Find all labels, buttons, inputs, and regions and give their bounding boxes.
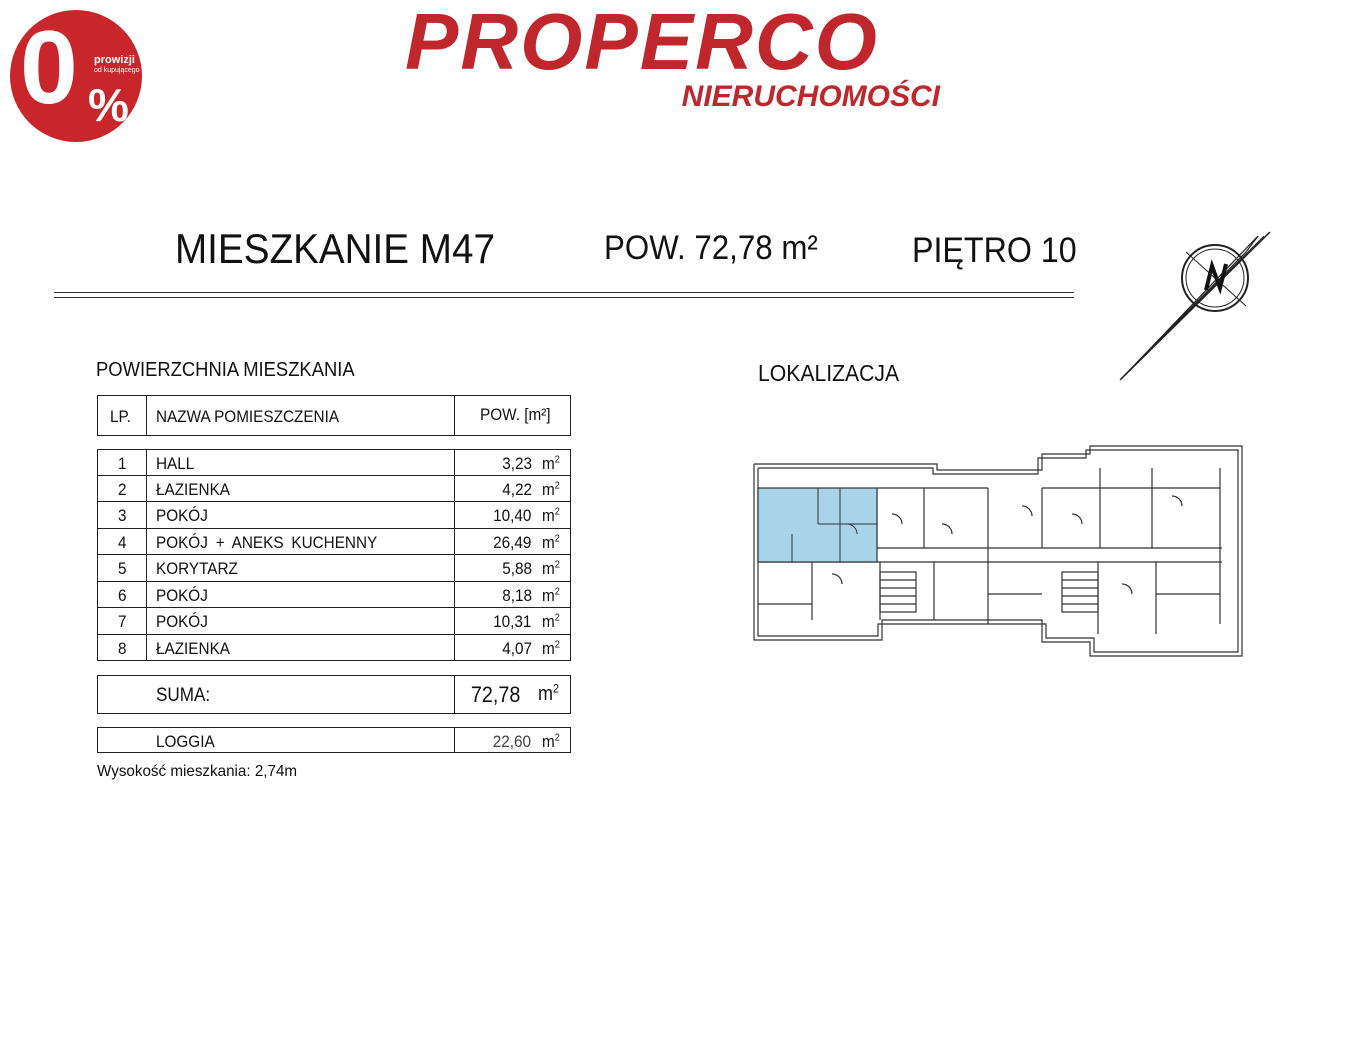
- loggia-area: 22,60: [492, 732, 531, 751]
- row-lp: 8: [118, 639, 127, 658]
- row-unit: $m^2$: [542, 506, 560, 525]
- row-name: HALL: [156, 454, 195, 473]
- row-unit: $m^2$: [542, 533, 560, 552]
- row-name: POKÓJ: [156, 586, 208, 605]
- header-rule: [54, 292, 1074, 293]
- sum-label: SUMA:: [156, 685, 211, 706]
- apartment-height-note: Wysokość mieszkania: 2,74m: [97, 763, 298, 780]
- row-name: POKÓJ + ANEKS KUCHENNY: [156, 533, 378, 552]
- loggia-row: [97, 727, 571, 753]
- header-lp: LP.: [110, 407, 131, 426]
- row-name: POKÓJ: [156, 506, 208, 525]
- row-area: 5,88: [502, 559, 532, 578]
- row-name: ŁAZIENKA: [156, 480, 230, 499]
- row-lp: 6: [118, 586, 127, 605]
- sum-row: [97, 675, 571, 714]
- row-lp: 1: [118, 454, 127, 473]
- surface-title: POWIERZCHNIA MIESZKANIA: [96, 359, 355, 381]
- header-rule: [54, 297, 1074, 298]
- row-area: 4,07: [502, 639, 532, 658]
- row-area: 8,18: [502, 586, 532, 605]
- row-lp: 3: [118, 506, 127, 525]
- zero-commission-badge: [10, 10, 142, 142]
- rooms-table: [97, 449, 571, 661]
- sum-unit: $m^2$: [538, 681, 560, 705]
- row-lp: 5: [118, 559, 127, 578]
- location-title: LOKALIZACJA: [758, 360, 900, 386]
- row-unit: $m^2$: [542, 480, 560, 499]
- row-area: 10,31: [493, 612, 532, 631]
- row-unit: $m^2$: [542, 639, 560, 658]
- loggia-unit: $m^2$: [542, 732, 560, 751]
- row-area: 10,40: [493, 506, 532, 525]
- row-unit: $m^2$: [542, 559, 560, 578]
- rooms-table-header: [97, 395, 571, 436]
- logo-brand: PROPERCO: [405, 0, 879, 86]
- row-lp: 4: [118, 533, 127, 552]
- row-name: ŁAZIENKA: [156, 639, 230, 658]
- header-area: POW. [m²]: [480, 405, 551, 424]
- row-lp: 7: [118, 612, 127, 631]
- badge-value: 0: [20, 10, 74, 126]
- badge-line2: od kupującego: [94, 67, 140, 74]
- north-arrow-icon: [1118, 230, 1274, 382]
- row-unit: $m^2$: [542, 612, 560, 631]
- row-unit: $m^2$: [542, 586, 560, 605]
- location-floor-plan: [752, 444, 1246, 660]
- loggia-label: LOGGIA: [156, 732, 215, 751]
- logo-subtitle: NIERUCHOMOŚCI: [681, 80, 940, 113]
- company-logo: [405, 0, 950, 120]
- apartment-floor: PIĘTRO 10: [912, 231, 1077, 270]
- row-area: 26,49: [493, 533, 532, 552]
- badge-line1: prowizji: [94, 54, 135, 66]
- row-area: 4,22: [502, 480, 532, 499]
- apartment-area: POW. 72,78 m²: [604, 229, 818, 267]
- row-area: 3,23: [502, 454, 532, 473]
- sum-area: 72,78: [470, 682, 521, 707]
- header-name: NAZWA POMIESZCZENIA: [156, 407, 340, 426]
- apartment-title: MIESZKANIE M47: [175, 225, 495, 272]
- badge-unit: %: [88, 79, 129, 131]
- row-lp: 2: [118, 480, 127, 499]
- row-name: KORYTARZ: [156, 559, 238, 578]
- row-name: POKÓJ: [156, 612, 208, 631]
- row-unit: $m^2$: [542, 454, 560, 473]
